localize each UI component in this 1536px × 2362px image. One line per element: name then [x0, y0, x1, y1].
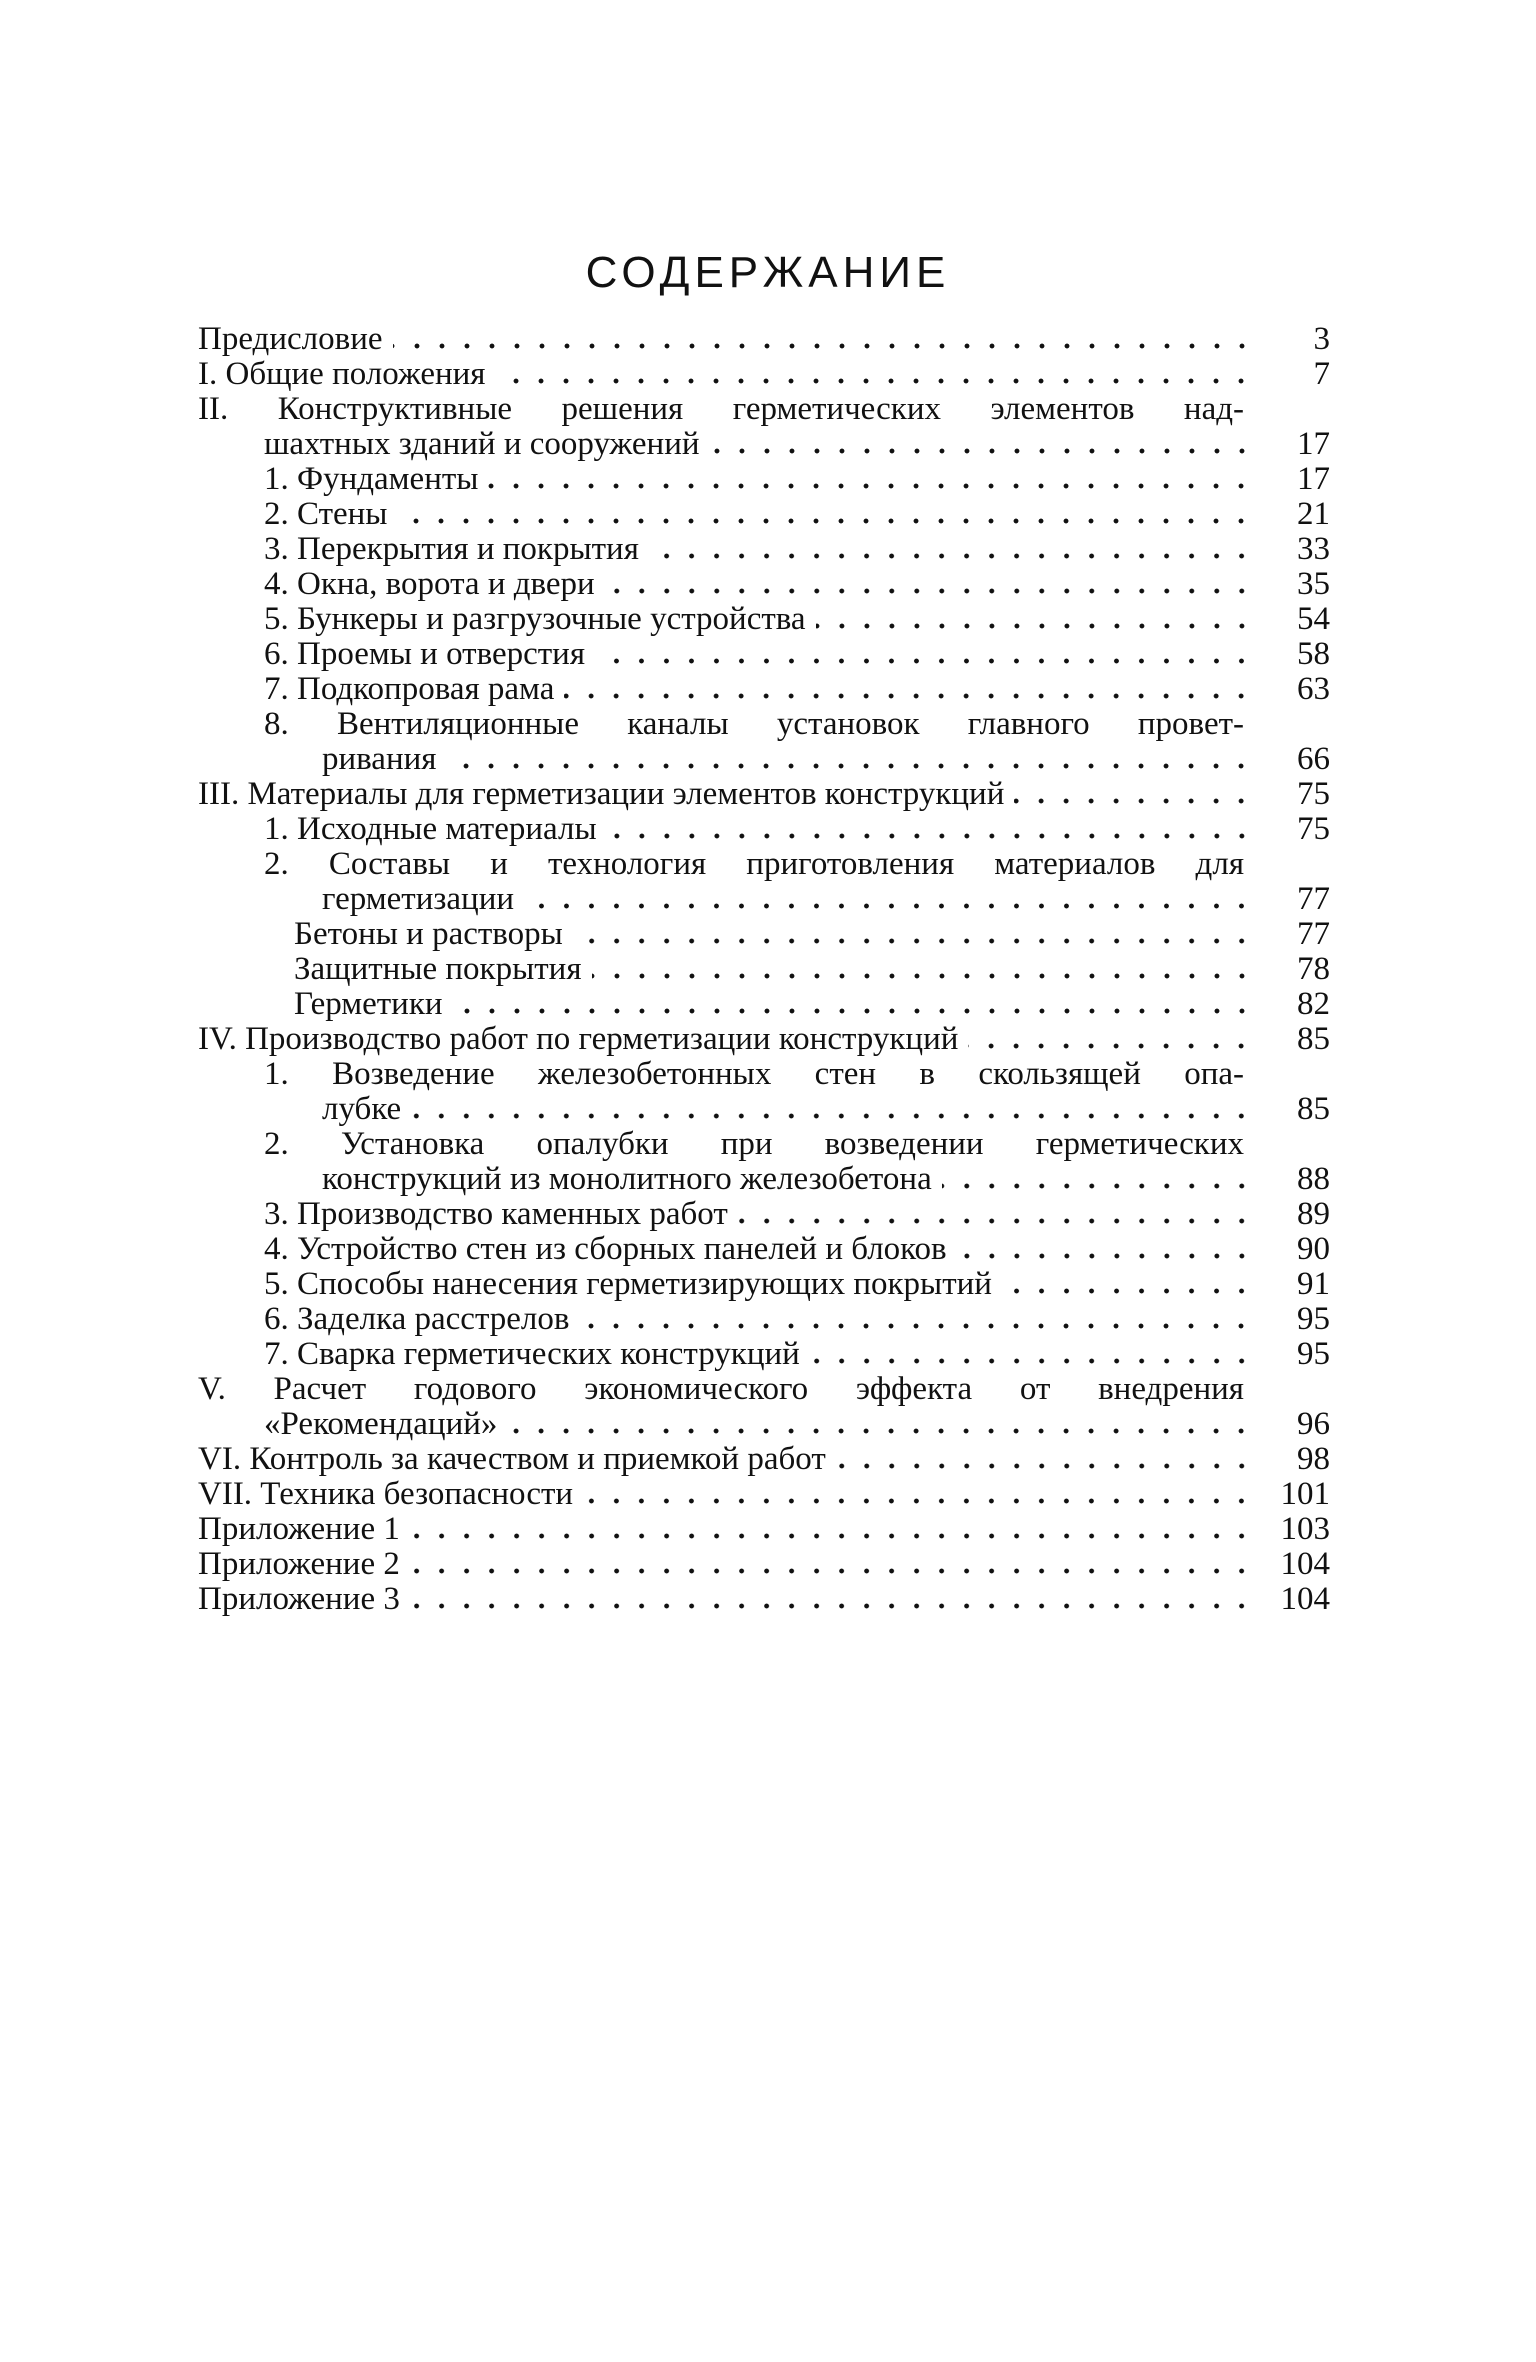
toc-entry-label: Бетоны и растворы	[294, 916, 563, 952]
toc-page-number: 35	[1297, 566, 1330, 602]
toc-entry-label: Приложение 3	[198, 1581, 400, 1617]
dot-leader	[564, 692, 1254, 700]
toc-entry-appendix-1[interactable]	[198, 1512, 1330, 1547]
toc-entry-label: V. Расчет годового экономического эффекта от внедрения	[198, 1371, 1244, 1407]
toc-page-number: 75	[1297, 776, 1330, 812]
dot-leader	[446, 762, 1254, 770]
dot-leader	[942, 1182, 1254, 1190]
toc-entry-label: «Рекомендаций»	[264, 1406, 498, 1442]
dot-leader	[592, 972, 1254, 980]
dot-leader	[710, 447, 1254, 455]
toc-entry-section-line-2[interactable]	[198, 1092, 1330, 1127]
toc-entry-label: 7. Подкопровая рама	[264, 671, 555, 707]
toc-entry-section-line-2[interactable]	[198, 742, 1330, 777]
dot-leader	[1002, 1287, 1254, 1295]
toc-entry-label: шахтных зданий и сооружений	[264, 426, 700, 462]
toc-page-number: 82	[1297, 986, 1330, 1022]
toc-entry-section-line-1[interactable]	[198, 1127, 1330, 1162]
toc-page-number: 17	[1297, 426, 1330, 462]
toc-entry-section[interactable]	[198, 1302, 1330, 1337]
toc-page-number: 77	[1297, 916, 1330, 952]
toc-entry-label: 5. Бункеры и разгрузочные устройства	[264, 601, 806, 637]
toc-entry-label: Приложение 2	[198, 1546, 400, 1582]
dot-leader	[410, 1532, 1254, 1540]
toc-entry-label: 2. Стены	[264, 496, 388, 532]
toc-entry-section-line-1[interactable]	[198, 707, 1330, 742]
toc-entry-section[interactable]	[198, 1197, 1330, 1232]
dot-leader	[393, 342, 1255, 350]
toc-entry-section[interactable]	[198, 1337, 1330, 1372]
toc-entry-chapter-5-line-2[interactable]	[198, 1407, 1330, 1442]
dot-leader	[810, 1357, 1254, 1365]
toc-entry-section[interactable]	[198, 1267, 1330, 1302]
toc-entry-section[interactable]	[198, 462, 1330, 497]
toc-page-number: 95	[1297, 1336, 1330, 1372]
toc-entry-label: 3. Перекрытия и покрытия	[264, 531, 639, 567]
toc-entry-chapter-3[interactable]	[198, 777, 1330, 812]
toc-entry-section[interactable]	[198, 567, 1330, 602]
toc-page-number: 58	[1297, 636, 1330, 672]
toc-entry-label: 1. Исходные материалы	[264, 811, 597, 847]
toc-entry-chapter-7[interactable]	[198, 1477, 1330, 1512]
toc-entry-label: 2. Составы и технология приготовления материалов для	[264, 846, 1244, 882]
table-of-contents	[198, 322, 1330, 1617]
dot-leader	[507, 1427, 1254, 1435]
toc-entry-label: 3. Производство каменных работ	[264, 1196, 728, 1232]
dot-leader	[453, 1007, 1254, 1015]
toc-entry-chapter-2-line-2[interactable]	[198, 427, 1330, 462]
toc-entry-label: 2. Установка опалубки при возведении герметических	[264, 1126, 1244, 1162]
toc-page-number: 33	[1297, 531, 1330, 567]
dot-leader	[579, 1322, 1254, 1330]
toc-entry-chapter-2-line-1[interactable]	[198, 392, 1330, 427]
toc-page-number: 77	[1297, 881, 1330, 917]
toc-entry-subsection[interactable]	[198, 952, 1330, 987]
toc-page-number: 7	[1313, 356, 1330, 392]
toc-page-number: 88	[1297, 1161, 1330, 1197]
toc-page-number: 89	[1297, 1196, 1330, 1232]
toc-entry-label: 5. Способы нанесения герметизирующих покрытий	[264, 1266, 992, 1302]
page-title: СОДЕРЖАНИЕ	[585, 248, 951, 297]
toc-page-number: 3	[1313, 321, 1330, 357]
toc-entry-label: герметизации	[322, 881, 515, 917]
toc-page-number: 96	[1297, 1406, 1330, 1442]
toc-entry-appendix-2[interactable]	[198, 1547, 1330, 1582]
toc-entry-label: Предисловие	[198, 321, 383, 357]
toc-page-number: 103	[1280, 1511, 1330, 1547]
toc-entry-label: Защитные покрытия	[294, 951, 582, 987]
dot-leader	[573, 937, 1254, 945]
toc-entry-label: ривания	[322, 741, 437, 777]
dot-leader	[816, 622, 1254, 630]
toc-page-number: 78	[1297, 951, 1330, 987]
toc-entry-chapter-5-line-1[interactable]	[198, 1372, 1330, 1407]
toc-entry-section[interactable]	[198, 497, 1330, 532]
toc-page-number: 91	[1297, 1266, 1330, 1302]
toc-page-number: 63	[1297, 671, 1330, 707]
toc-entry-label: Приложение 1	[198, 1511, 400, 1547]
toc-entry-label: 8. Вентиляционные каналы установок главного провет-	[264, 706, 1244, 742]
toc-entry-label: 1. Фундаменты	[264, 461, 479, 497]
toc-entry-subsection[interactable]	[198, 987, 1330, 1022]
dot-leader	[411, 1112, 1254, 1120]
toc-page-number: 104	[1280, 1581, 1330, 1617]
dot-leader	[957, 1252, 1254, 1260]
dot-leader	[649, 552, 1254, 560]
toc-entry-section[interactable]	[198, 602, 1330, 637]
dot-leader	[968, 1042, 1254, 1050]
toc-entry-chapter-6[interactable]	[198, 1442, 1330, 1477]
toc-page-number: 101	[1280, 1476, 1330, 1512]
toc-page-number: 21	[1297, 496, 1330, 532]
toc-entry-section-line-2[interactable]	[198, 882, 1330, 917]
toc-page-number: 17	[1297, 461, 1330, 497]
toc-entry-label: 6. Проемы и отверстия	[264, 636, 586, 672]
dot-leader	[836, 1462, 1254, 1470]
toc-entry-chapter-1[interactable]	[198, 357, 1330, 392]
toc-entry-label: III. Материалы для герметизации элементов конструкций	[198, 776, 1005, 812]
dot-leader	[583, 1497, 1254, 1505]
toc-entry-label: лубке	[322, 1091, 402, 1127]
toc-entry-section[interactable]	[198, 812, 1330, 847]
toc-entry-label: I. Общие положения	[198, 356, 486, 392]
toc-entry-section-line-2[interactable]	[198, 1162, 1330, 1197]
dot-leader	[738, 1217, 1254, 1225]
toc-entry-section[interactable]	[198, 672, 1330, 707]
toc-page-number: 90	[1297, 1231, 1330, 1267]
toc-entry-section[interactable]	[198, 532, 1330, 567]
toc-entry-label: 4. Окна, ворота и двери	[264, 566, 595, 602]
dot-leader	[607, 832, 1254, 840]
toc-entry-label: II. Конструктивные решения герметических элементов над-	[198, 391, 1244, 427]
toc-page-number: 104	[1280, 1546, 1330, 1582]
toc-entry-label: VII. Техника безопасности	[198, 1476, 574, 1512]
toc-entry-label: 6. Заделка расстрелов	[264, 1301, 570, 1337]
toc-entry-subsection[interactable]	[198, 917, 1330, 952]
dot-leader	[495, 377, 1254, 385]
toc-entry-label: IV. Производство работ по герметизации конструкций	[198, 1021, 959, 1057]
toc-entry-section-line-1[interactable]	[198, 1057, 1330, 1092]
toc-entry-section[interactable]	[198, 637, 1330, 672]
dot-leader	[410, 1567, 1254, 1575]
toc-entry-label: 4. Устройство стен из сборных панелей и блоков	[264, 1231, 947, 1267]
dot-leader	[524, 902, 1254, 910]
toc-entry-label: конструкций из монолитного железобетона	[322, 1161, 932, 1197]
toc-entry-appendix-3[interactable]	[198, 1582, 1330, 1617]
toc-page-number: 66	[1297, 741, 1330, 777]
dot-leader	[397, 517, 1254, 525]
toc-entry-chapter-4[interactable]	[198, 1022, 1330, 1057]
toc-entry-label: 7. Сварка герметических конструкций	[264, 1336, 800, 1372]
dot-leader	[595, 657, 1254, 665]
dot-leader	[1014, 797, 1254, 805]
dot-leader	[488, 482, 1254, 490]
toc-page-number: 98	[1297, 1441, 1330, 1477]
toc-page-number: 54	[1297, 601, 1330, 637]
toc-entry-label: VI. Контроль за качеством и приемкой работ	[198, 1441, 826, 1477]
dot-leader	[410, 1602, 1254, 1610]
toc-page-number: 85	[1297, 1021, 1330, 1057]
toc-entry-section-line-1[interactable]	[198, 847, 1330, 882]
toc-entry-preface[interactable]	[198, 322, 1330, 357]
toc-page-number: 85	[1297, 1091, 1330, 1127]
toc-page-number: 75	[1297, 811, 1330, 847]
toc-entry-label: 1. Возведение железобетонных стен в скользящей опа-	[264, 1056, 1244, 1092]
dot-leader	[605, 587, 1254, 595]
toc-entry-label: Герметики	[294, 986, 443, 1022]
toc-page-number: 95	[1297, 1301, 1330, 1337]
toc-entry-section[interactable]	[198, 1232, 1330, 1267]
